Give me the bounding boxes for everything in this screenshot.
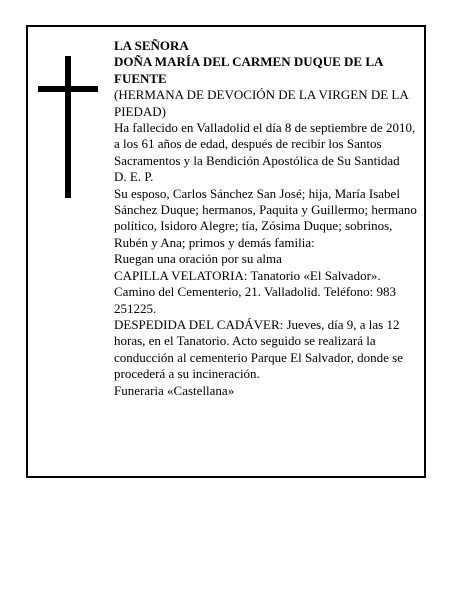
deceased-name: DOÑA MARÍA DEL CARMEN DUQUE DE LA FUENTE [114,54,383,86]
chapel-info: CAPILLA VELATORIA: Tanatorio «El Salvador». Camino del Cementerio, 21. Valladolid. Teléfono: 983 251225. [114,267,397,316]
title-line: LA SEÑORA [114,38,189,53]
obituary-text [114,38,419,399]
affiliation: (HERMANA DE DEVOCIÓN DE LA VIRGEN DE LA PIEDAD) [114,87,409,119]
rip-line: D. E. P. [114,169,154,185]
family-list: Su esposo, Carlos Sánchez San José; hija, María Isabel Sánchez Duque; hermanos, Paquita y Guillermo; hermano político, Isidoro Alegre; tía, Zósima Duque; sobrinos, Rubén y Ana; primos y demás familia: [114,185,417,250]
farewell-info: DESPEDIDA DEL CADÁVER: Jueves, día 9, a las 12 horas, en el Tanatorio. Acto seguido se realizará la conducción al cementerio Parque El Salvador, donde se procederá a su incineración. [114,316,403,382]
cross-vertical-bar [65,56,71,198]
cross-icon [38,56,98,198]
death-notice: Ha fallecido en Valladolid el día 8 de septiembre de 2010, a los 61 años de edad, después de recibir los Santos Sacramentos y la Bendición Apostólica de Su Santidad [114,120,416,168]
funeral-home: Funeraria «Castellana» [114,382,235,398]
cross-horizontal-bar [38,86,98,92]
prayer-request: Ruegan una oración por su alma [114,251,282,267]
